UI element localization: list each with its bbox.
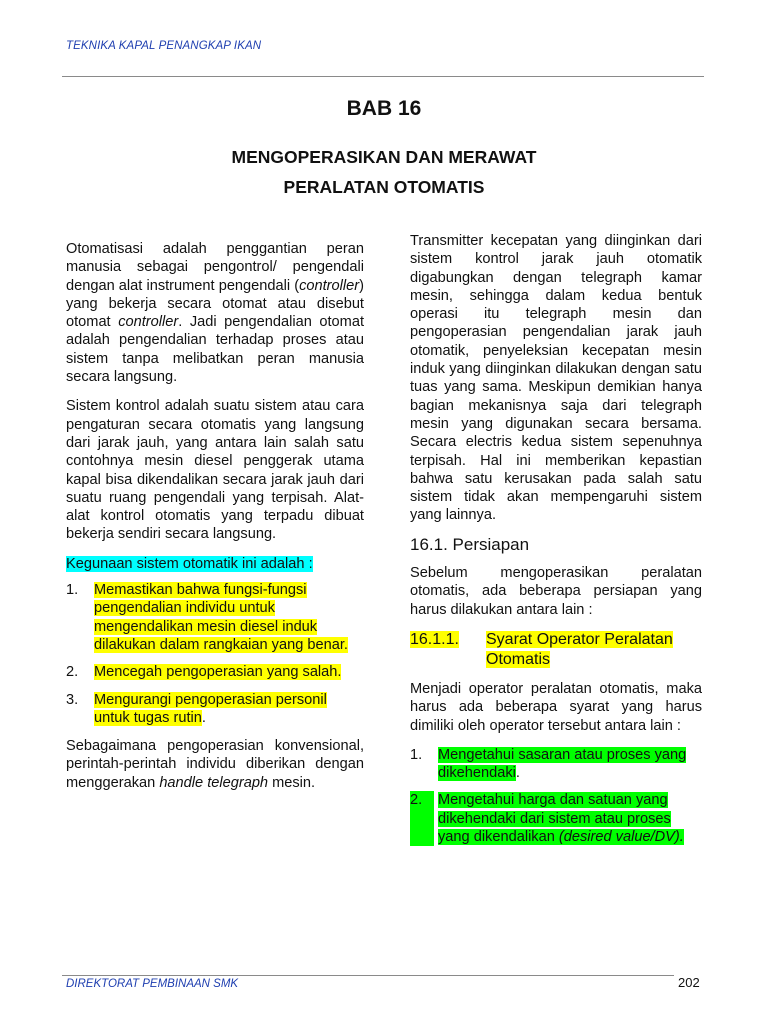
list-item bbox=[66, 663, 364, 681]
usage-heading bbox=[66, 555, 364, 573]
list-item-text bbox=[94, 581, 364, 654]
chapter-title-line-1: MENGOPERASIKAN DAN MERAWAT bbox=[231, 147, 537, 167]
intro-italic-1: controller bbox=[299, 277, 360, 294]
list-item-tail: . bbox=[515, 765, 520, 782]
list-item-text bbox=[94, 663, 364, 681]
conventional-text-1: Sebagaimana pengoperasian konvensional, perintah-perintah individu diberikan dengan menggerakan bbox=[66, 738, 364, 791]
conventional-paragraph bbox=[66, 737, 364, 792]
requirements-list bbox=[410, 746, 702, 846]
running-header: TEKNIKA KAPAL PENANGKAP IKAN bbox=[66, 40, 262, 52]
list-item-highlight: Mengetahui harga dan satuan yang dikehendaki dari sistem atau proses yang dikendalikan bbox=[438, 792, 671, 846]
list-item-text bbox=[438, 791, 702, 846]
intro-text-1: Otomatisasi adalah penggantian peran manusia sebagai pengontrol/ pengendali dengan alat instrument pengendali ( bbox=[66, 241, 364, 294]
list-item bbox=[410, 791, 702, 846]
list-item-number: 1. bbox=[66, 582, 79, 599]
conventional-text-2: mesin. bbox=[268, 774, 316, 791]
usage-heading-text: Kegunaan sistem otomatik ini adalah : bbox=[66, 555, 313, 572]
list-item bbox=[410, 746, 702, 783]
chapter-title bbox=[0, 142, 768, 202]
list-item bbox=[66, 691, 364, 728]
intro-text-2: ) yang bekerja secara otomat atau disebut otomat bbox=[66, 277, 364, 331]
list-item-highlight: Mengetahui sasaran atau proses yang dikehendaki bbox=[438, 746, 687, 782]
operator-paragraph: Menjadi operator peralatan otomatis, maka harus ada beberapa syarat yang harus dimiliki oleh operator tersebut antara lain : bbox=[410, 680, 702, 734]
subsection-number-highlight: 16.1.1. bbox=[410, 630, 459, 648]
transmitter-paragraph: Transmitter kecepatan yang diinginkan dari sistem kontrol jarak jauh otomatik digabungkan dengan telegraph kamar mesin, sehingga dalam kedua bentuk operasi itu telegraph mesin dan pengoperasian pengendalian jarak jauh otomatik, penyeleksian kecepatan mesin induk yang diinginkan dilakukan dengan satu tuas yang sama. Meskipun demikian hanya bagian mekanisnya saja dari telegraph mesin yang digunakan secara bersama. Secara electris kedua sistem sepenuhnya terpisah. Hal ini memberikan kepastian bahwa satu kerusakan pada salah satu sistem tidak akan mempengaruhi sistem yang lainnya. bbox=[410, 233, 702, 524]
left-column bbox=[66, 240, 364, 803]
intro-italic-2: controller bbox=[118, 314, 179, 331]
list-item-italic: (desired value/DV). bbox=[558, 829, 684, 846]
usage-list bbox=[66, 581, 364, 727]
page-number: 202 bbox=[678, 975, 700, 990]
list-item bbox=[66, 581, 364, 654]
intro-paragraph bbox=[66, 240, 364, 386]
section-heading: 16.1. Persiapan bbox=[410, 534, 530, 554]
list-item-text bbox=[94, 691, 364, 728]
list-item-number: 1. bbox=[410, 746, 423, 763]
list-item-number: 3. bbox=[66, 691, 79, 708]
list-item-highlight: Mengurangi pengoperasian personil untuk tugas rutin bbox=[94, 691, 327, 726]
list-item-highlight: Mencegah pengoperasian yang salah. bbox=[94, 664, 342, 681]
subsection-heading bbox=[410, 630, 702, 670]
subsection-number bbox=[410, 630, 486, 670]
list-item-number: 2. bbox=[410, 791, 434, 846]
list-item-highlight: Memastikan bahwa fungsi-fungsi pengendalian individu untuk mengendalikan mesin diesel induk dilakukan dalam rangkaian yang benar. bbox=[94, 582, 348, 653]
list-item-number: 2. bbox=[66, 664, 79, 681]
subsection-title-highlight: Syarat Operator Peralatan Otomatis bbox=[486, 630, 673, 668]
preparation-paragraph: Sebelum mengoperasikan peralatan otomatis, ada beberapa persiapan yang harus dilakukan antara lain : bbox=[410, 565, 702, 618]
list-item-text bbox=[438, 746, 702, 783]
footer-publisher: DIREKTORAT PEMBINAAN SMK bbox=[66, 978, 239, 990]
chapter-number: BAB 16 bbox=[346, 97, 422, 120]
conventional-italic: handle telegraph bbox=[159, 774, 269, 791]
chapter-title-line-2: PERALATAN OTOMATIS bbox=[283, 177, 485, 197]
right-column bbox=[410, 232, 702, 856]
control-system-paragraph: Sistem kontrol adalah suatu sistem atau cara pengaturan secara otomatis yang langsung dari jarak jauh, yang antara lain salah satu contohnya mesin diesel penggerak utama kapal bisa dikendalikan secara jarak jauh dari suatu ruang pengendali yang terpisah. Alat-alat kontrol otomatis yang terpadu dibuat bekerja sendiri secara langsung. bbox=[66, 398, 364, 543]
list-item-tail: . bbox=[201, 709, 206, 726]
subsection-title bbox=[486, 630, 702, 670]
intro-text-3: . Jadi pengendalian otomat adalah pengendalian terhadap proses atau sistem tanpa melibatkan peran manusia secara langsung. bbox=[66, 314, 364, 386]
header-divider bbox=[62, 76, 704, 77]
footer-divider bbox=[62, 975, 674, 976]
